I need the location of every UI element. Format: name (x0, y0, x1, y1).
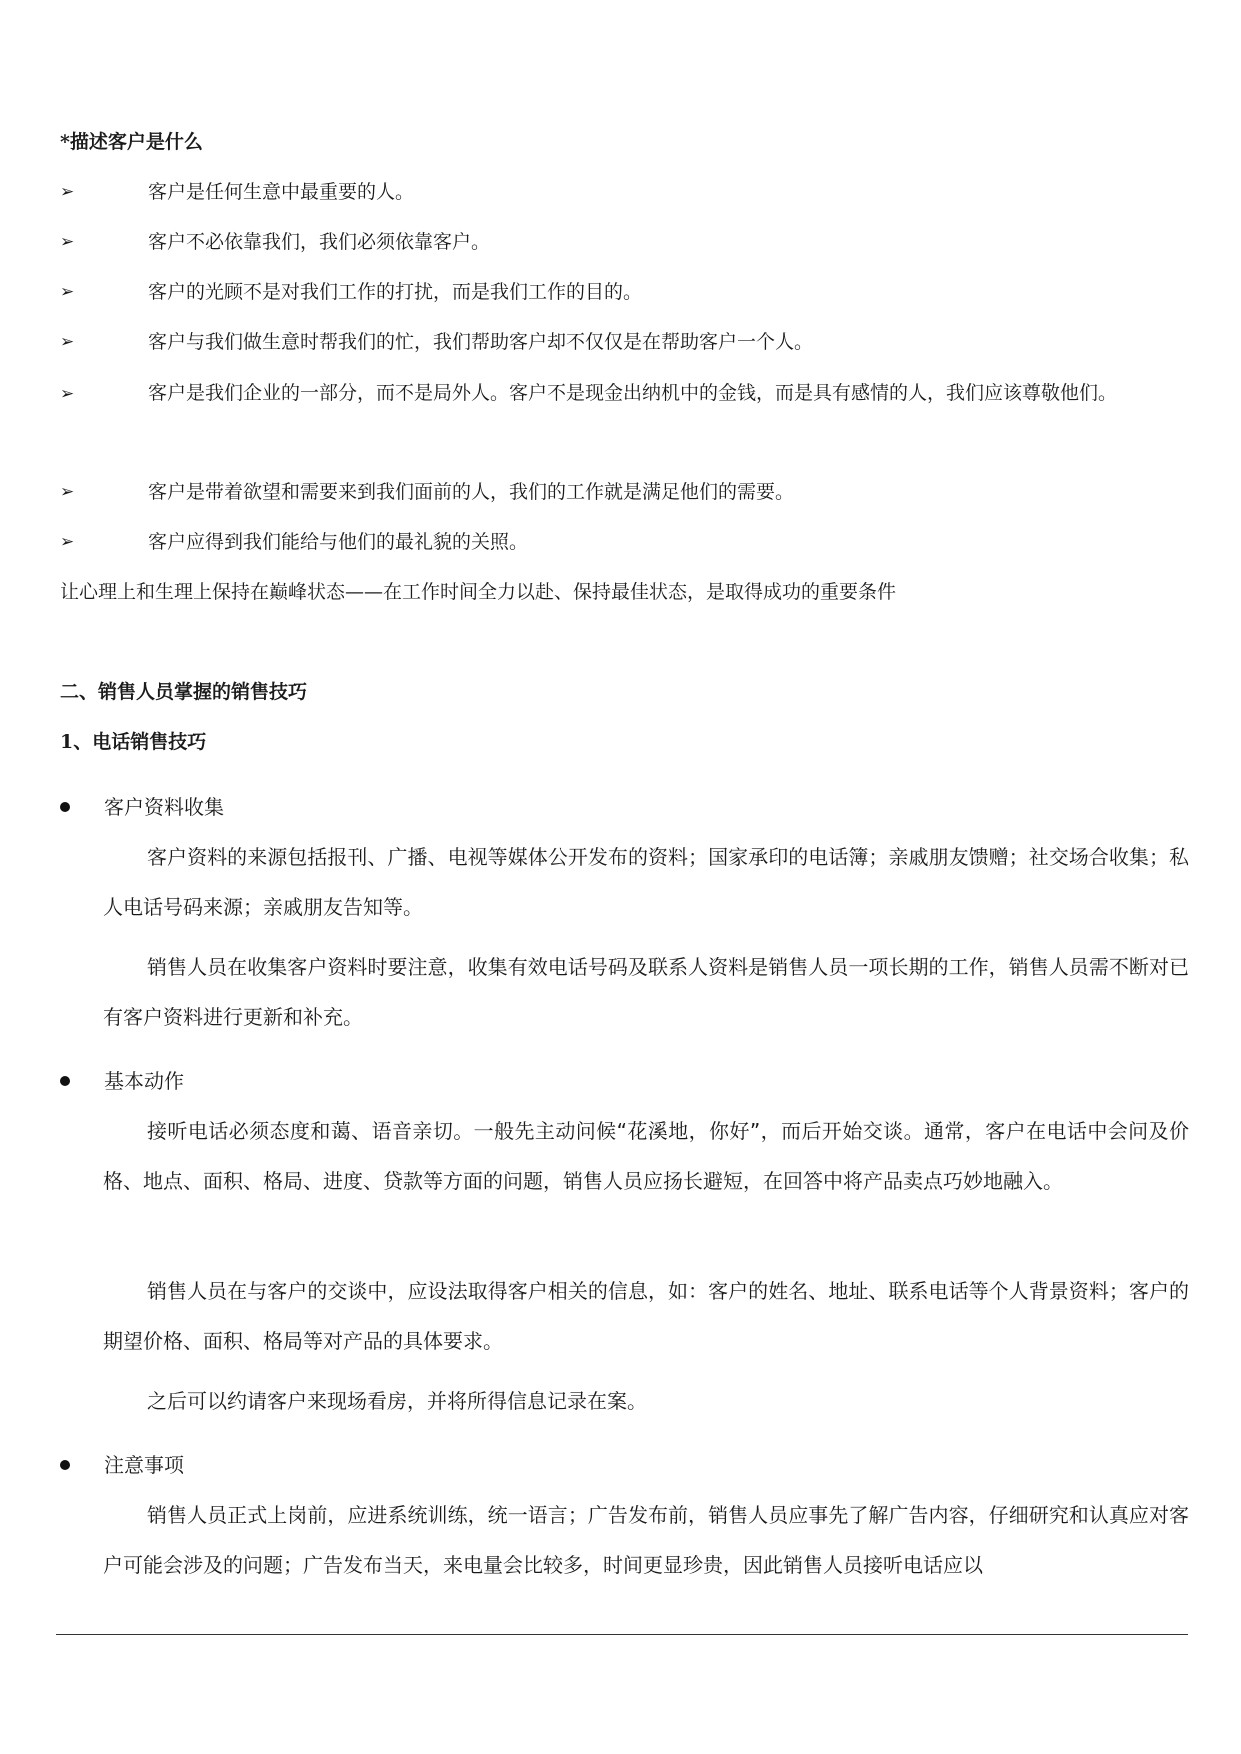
arrow-bullet-icon: ➢ (60, 182, 75, 202)
list-item-text: 客户是我们企业的一部分，而不是局外人。客户不是现金出纳机中的金钱，而是具有感情的人，我们应该尊敬他们。 (148, 382, 1118, 404)
list-item-text: 客户不必依靠我们，我们必须依靠客户。 (148, 231, 491, 253)
bullet-basic (60, 1068, 184, 1094)
arrow-bullet-icon: ➢ (60, 332, 75, 352)
paragraph: 销售人员在与客户的交谈中，应设法取得客户相关的信息，如：客户的姓名、地址、联系电话等个人背景资料；客户的期望价格、面积、格局等对产品的具体要求。 (103, 1279, 1189, 1353)
bullet-title: 基本动作 (104, 1069, 184, 1093)
footer-divider (56, 1634, 1188, 1635)
arrow-bullet-icon: ➢ (60, 384, 75, 404)
section-two-subheading: 1、电话销售技巧 (60, 731, 207, 753)
arrow-bullet-icon: ➢ (60, 482, 75, 502)
customer-heading: *描述客户是什么 (60, 131, 203, 153)
paragraph: 销售人员正式上岗前，应进系统训练，统一语言；广告发布前，销售人员应事先了解广告内容，仔细研究和认真应对客户可能会涉及的问题；广告发布当天，来电量会比较多，时间更显珍贵，因此销售人员接听电话应以 (103, 1503, 1189, 1577)
bullet-dot-icon (60, 1076, 70, 1086)
bullet-dot-icon (60, 1460, 70, 1470)
list-item (60, 368, 1190, 419)
bullet-title: 客户资料收集 (104, 795, 224, 819)
list-item-text: 客户的光顾不是对我们工作的打扰，而是我们工作的目的。 (148, 281, 643, 303)
paragraph: 之后可以约请客户来现场看房，并将所得信息记录在案。 (147, 1389, 647, 1413)
section-two-heading: 二、销售人员掌握的销售技巧 (60, 681, 308, 703)
summary-line: 让心理上和生理上保持在巅峰状态——在工作时间全力以赴、保持最佳状态，是取得成功的重要条件 (60, 581, 897, 603)
list-item-text: 客户与我们做生意时帮我们的忙，我们帮助客户却不仅仅是在帮助客户一个人。 (148, 331, 814, 353)
bullet-title: 注意事项 (104, 1453, 184, 1477)
paragraph: 接听电话必须态度和蔼、语音亲切。一般先主动问候“花溪地，你好”，而后开始交谈。通常，客户在电话中会问及价格、地点、面积、格局、进度、贷款等方面的问题，销售人员应扬长避短，在回答中将产品卖点巧妙地融入。 (103, 1119, 1189, 1193)
paragraph: 客户资料的来源包括报刊、广播、电视等媒体公开发布的资料；国家承印的电话簿；亲戚朋友馈赠；社交场合收集；私人电话号码来源；亲戚朋友告知等。 (103, 845, 1189, 919)
bullet-collect (60, 794, 224, 820)
arrow-bullet-icon: ➢ (60, 232, 75, 252)
list-item-text: 客户是任何生意中最重要的人。 (148, 181, 415, 203)
arrow-bullet-icon: ➢ (60, 282, 75, 302)
bullet-dot-icon (60, 802, 70, 812)
bullet-notes (60, 1452, 184, 1478)
list-item-text: 客户是带着欲望和需要来到我们面前的人，我们的工作就是满足他们的需要。 (148, 481, 795, 503)
list-item-text: 客户应得到我们能给与他们的最礼貌的关照。 (148, 531, 529, 553)
paragraph: 销售人员在收集客户资料时要注意，收集有效电话号码及联系人资料是销售人员一项长期的工作，销售人员需不断对已有客户资料进行更新和补充。 (103, 955, 1189, 1029)
arrow-bullet-icon: ➢ (60, 532, 75, 552)
